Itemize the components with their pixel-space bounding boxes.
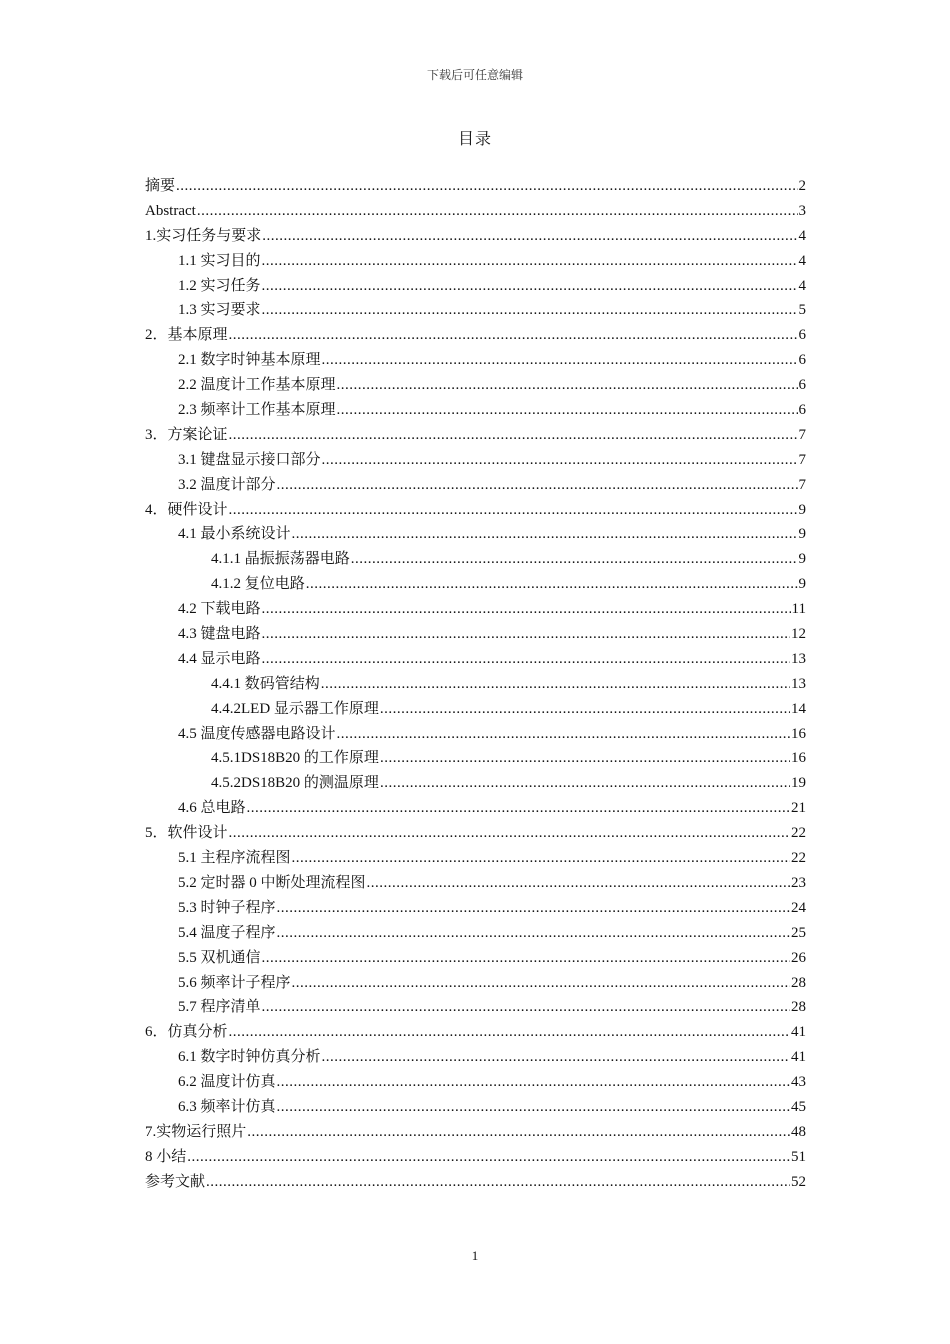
toc-entry-label: 4.4.1 数码管结构 xyxy=(211,675,320,692)
toc-entry[interactable] xyxy=(145,498,806,523)
toc-entry-label: 1.2 实习任务 xyxy=(178,277,261,294)
toc-dot-leader xyxy=(277,473,798,498)
toc-entry-label: 4.5.2DS18B20 的测温原理 xyxy=(211,775,379,792)
toc-dot-leader xyxy=(322,1045,790,1070)
toc-entry[interactable] xyxy=(145,249,806,274)
toc-entry-label: 8 小结 xyxy=(145,1148,187,1165)
toc-entry[interactable] xyxy=(145,622,806,647)
toc-entry-label: 5.4 温度子程序 xyxy=(178,924,276,941)
toc-entry[interactable] xyxy=(145,921,806,946)
toc-entry-label: 2.2 温度计工作基本原理 xyxy=(178,377,336,394)
toc-entry-page: 13 xyxy=(791,675,806,692)
toc-dot-leader xyxy=(277,1095,790,1120)
toc-dot-leader xyxy=(187,1145,790,1170)
toc-entry[interactable] xyxy=(145,1020,806,1045)
toc-entry[interactable] xyxy=(145,821,806,846)
toc-entry[interactable] xyxy=(145,1145,806,1170)
toc-dot-leader xyxy=(306,572,798,597)
toc-dot-leader xyxy=(277,1070,790,1095)
toc-dot-leader xyxy=(262,946,790,971)
toc-entry-label: 参考文献 xyxy=(145,1173,206,1190)
toc-entry-page: 11 xyxy=(791,601,806,618)
toc-dot-leader xyxy=(262,995,790,1020)
toc-entry[interactable] xyxy=(145,547,806,572)
toc-dot-leader xyxy=(277,921,790,946)
toc-dot-leader xyxy=(229,1020,790,1045)
toc-entry-page: 28 xyxy=(791,999,806,1016)
toc-entry[interactable] xyxy=(145,722,806,747)
toc-entry-label: 4.5 温度传感器电路设计 xyxy=(178,725,336,742)
toc-entry-label: 5.1 主程序流程图 xyxy=(178,850,291,867)
toc-entry-page: 26 xyxy=(791,949,806,966)
toc-dot-leader xyxy=(262,597,791,622)
toc-dot-leader xyxy=(351,547,798,572)
toc-entry-page: 43 xyxy=(791,1074,806,1091)
toc-entry-label: Abstract xyxy=(145,202,196,219)
toc-entry-label: 1.3 实习要求 xyxy=(178,302,261,319)
toc-entry-page: 4 xyxy=(798,277,806,294)
toc-entry[interactable] xyxy=(145,1120,806,1145)
toc-entry-label: 6.3 频率计仿真 xyxy=(178,1098,276,1115)
toc-entry[interactable] xyxy=(145,771,806,796)
toc-entry-label: 5.5 双机通信 xyxy=(178,949,261,966)
toc-entry-page: 19 xyxy=(791,775,806,792)
toc-entry-page: 7 xyxy=(798,476,806,493)
toc-entry-label: 4.1 最小系统设计 xyxy=(178,526,291,543)
toc-entry[interactable] xyxy=(145,274,806,299)
toc-entry-label: 4．硬件设计 xyxy=(145,501,228,518)
toc-entry-page: 28 xyxy=(791,974,806,991)
toc-entry-label: 3.1 键盘显示接口部分 xyxy=(178,451,321,468)
toc-entry-page: 23 xyxy=(791,874,806,891)
toc-entry-page: 6 xyxy=(798,402,806,419)
toc-entry-label: 4.2 下载电路 xyxy=(178,601,261,618)
toc-entry-label: 4.1.2 复位电路 xyxy=(211,576,305,593)
toc-entry-page: 7 xyxy=(798,451,806,468)
toc-entry-page: 25 xyxy=(791,924,806,941)
toc-dot-leader xyxy=(367,871,790,896)
toc-entry-page: 4 xyxy=(798,227,806,244)
toc-entry[interactable] xyxy=(145,746,806,771)
toc-entry-page: 6 xyxy=(798,352,806,369)
page-number: 1 xyxy=(471,1248,479,1263)
toc-entry-label: 4.4.2LED 显示器工作原理 xyxy=(211,700,379,717)
toc-entry-page: 48 xyxy=(791,1123,806,1140)
toc-entry-page: 7 xyxy=(798,426,806,443)
toc-entry[interactable] xyxy=(145,423,806,448)
toc-entry-page: 52 xyxy=(791,1173,806,1190)
toc-entry-page: 4 xyxy=(798,252,806,269)
toc-entry[interactable] xyxy=(145,1095,806,1120)
toc-entry-label: 2.1 数字时钟基本原理 xyxy=(178,352,321,369)
toc-entry[interactable] xyxy=(145,373,806,398)
toc-dot-leader xyxy=(262,274,798,299)
toc-dot-leader xyxy=(337,398,798,423)
toc-entry[interactable] xyxy=(145,971,806,996)
toc-dot-leader xyxy=(322,348,798,373)
toc-entry-page: 41 xyxy=(791,1049,806,1066)
toc-entry-page: 24 xyxy=(791,899,806,916)
toc-entry-page: 16 xyxy=(791,725,806,742)
toc-entry[interactable] xyxy=(145,1045,806,1070)
toc-dot-leader xyxy=(262,298,798,323)
toc-title: 目录 xyxy=(457,131,492,148)
toc-entry-label: 4.6 总电路 xyxy=(178,800,246,817)
toc-entry-label: 5．软件设计 xyxy=(145,825,228,842)
toc-dot-leader xyxy=(277,896,790,921)
toc-entry-page: 22 xyxy=(791,850,806,867)
toc-entry[interactable] xyxy=(145,572,806,597)
toc-dot-leader xyxy=(322,448,798,473)
toc-entry[interactable] xyxy=(145,697,806,722)
toc-entry-page: 9 xyxy=(798,551,806,568)
toc-dot-leader xyxy=(229,423,798,448)
toc-entry-label: 摘要 xyxy=(145,178,176,194)
toc-dot-leader xyxy=(262,249,798,274)
toc-entry-page: 3 xyxy=(798,202,806,219)
toc-entry[interactable] xyxy=(145,647,806,672)
toc-dot-leader xyxy=(321,672,790,697)
toc-entry[interactable] xyxy=(145,946,806,971)
table-of-contents xyxy=(145,174,806,1195)
toc-entry[interactable] xyxy=(145,174,806,199)
toc-dot-leader xyxy=(176,174,797,199)
toc-dot-leader xyxy=(206,1170,790,1195)
toc-entry-page: 41 xyxy=(791,1024,806,1041)
toc-entry-label: 4.4 显示电路 xyxy=(178,650,261,667)
toc-entry[interactable] xyxy=(145,448,806,473)
toc-entry-label: 6.1 数字时钟仿真分析 xyxy=(178,1049,321,1066)
toc-entry-label: 5.3 时钟子程序 xyxy=(178,899,276,916)
toc-entry-page: 21 xyxy=(791,800,806,817)
toc-dot-leader xyxy=(380,746,790,771)
toc-entry[interactable] xyxy=(145,871,806,896)
toc-entry-label: 3.2 温度计部分 xyxy=(178,476,276,493)
toc-entry[interactable] xyxy=(145,1170,806,1195)
toc-dot-leader xyxy=(229,323,798,348)
toc-entry[interactable] xyxy=(145,398,806,423)
toc-entry-label: 6.2 温度计仿真 xyxy=(178,1074,276,1091)
toc-dot-leader xyxy=(292,522,798,547)
toc-entry-label: 5.2 定时器 0 中断处理流程图 xyxy=(178,874,366,891)
toc-dot-leader xyxy=(380,771,790,796)
toc-entry-label: 5.7 程序清单 xyxy=(178,999,261,1016)
toc-entry-page: 51 xyxy=(791,1148,806,1165)
toc-entry[interactable] xyxy=(145,597,806,622)
toc-entry[interactable] xyxy=(145,846,806,871)
toc-entry[interactable] xyxy=(145,896,806,921)
toc-dot-leader xyxy=(337,722,790,747)
toc-entry-label: 6．仿真分析 xyxy=(145,1024,228,1041)
toc-entry-label: 2．基本原理 xyxy=(145,327,228,344)
toc-entry-label: 3．方案论证 xyxy=(145,426,228,443)
toc-entry-page: 2 xyxy=(798,178,806,194)
toc-dot-leader xyxy=(292,846,790,871)
toc-entry-label: 2.3 频率计工作基本原理 xyxy=(178,402,336,419)
toc-entry-label: 5.6 频率计子程序 xyxy=(178,974,291,991)
toc-entry[interactable] xyxy=(145,298,806,323)
toc-dot-leader xyxy=(229,821,790,846)
toc-entry[interactable] xyxy=(145,522,806,547)
toc-dot-leader xyxy=(247,1120,790,1145)
toc-entry-page: 9 xyxy=(798,501,806,518)
toc-entry-label: 1.实习任务与要求 xyxy=(145,227,262,244)
toc-entry[interactable] xyxy=(145,1070,806,1095)
toc-entry-page: 6 xyxy=(798,377,806,394)
toc-entry[interactable] xyxy=(145,323,806,348)
toc-entry-label: 1.1 实习目的 xyxy=(178,252,261,269)
toc-dot-leader xyxy=(337,373,798,398)
toc-entry-label: 4.5.1DS18B20 的工作原理 xyxy=(211,750,379,767)
toc-dot-leader xyxy=(292,971,790,996)
toc-entry-label: 7.实物运行照片 xyxy=(145,1123,247,1140)
toc-dot-leader xyxy=(380,697,790,722)
toc-entry-page: 13 xyxy=(791,650,806,667)
toc-entry[interactable] xyxy=(145,995,806,1020)
toc-entry-page: 22 xyxy=(791,825,806,842)
toc-entry-page: 12 xyxy=(791,626,806,643)
toc-entry[interactable] xyxy=(145,473,806,498)
toc-dot-leader xyxy=(197,199,798,224)
toc-entry[interactable] xyxy=(145,348,806,373)
toc-dot-leader xyxy=(262,647,790,672)
toc-entry-page: 45 xyxy=(791,1098,806,1115)
toc-entry-page: 16 xyxy=(791,750,806,767)
toc-entry-label: 4.1.1 晶振振荡器电路 xyxy=(211,551,350,568)
toc-entry-page: 14 xyxy=(791,700,806,717)
toc-entry-page: 5 xyxy=(798,302,806,319)
toc-entry-page: 9 xyxy=(798,576,806,593)
header-note: 下载后可任意编辑 xyxy=(426,68,523,82)
toc-dot-leader xyxy=(229,498,798,523)
toc-entry-page: 9 xyxy=(798,526,806,543)
toc-entry-label: 4.3 键盘电路 xyxy=(178,626,261,643)
toc-dot-leader xyxy=(262,224,797,249)
toc-dot-leader xyxy=(247,796,790,821)
toc-entry[interactable] xyxy=(145,224,806,249)
toc-entry[interactable] xyxy=(145,796,806,821)
toc-entry-page: 6 xyxy=(798,327,806,344)
toc-entry[interactable] xyxy=(145,672,806,697)
toc-entry[interactable] xyxy=(145,199,806,224)
toc-dot-leader xyxy=(262,622,790,647)
